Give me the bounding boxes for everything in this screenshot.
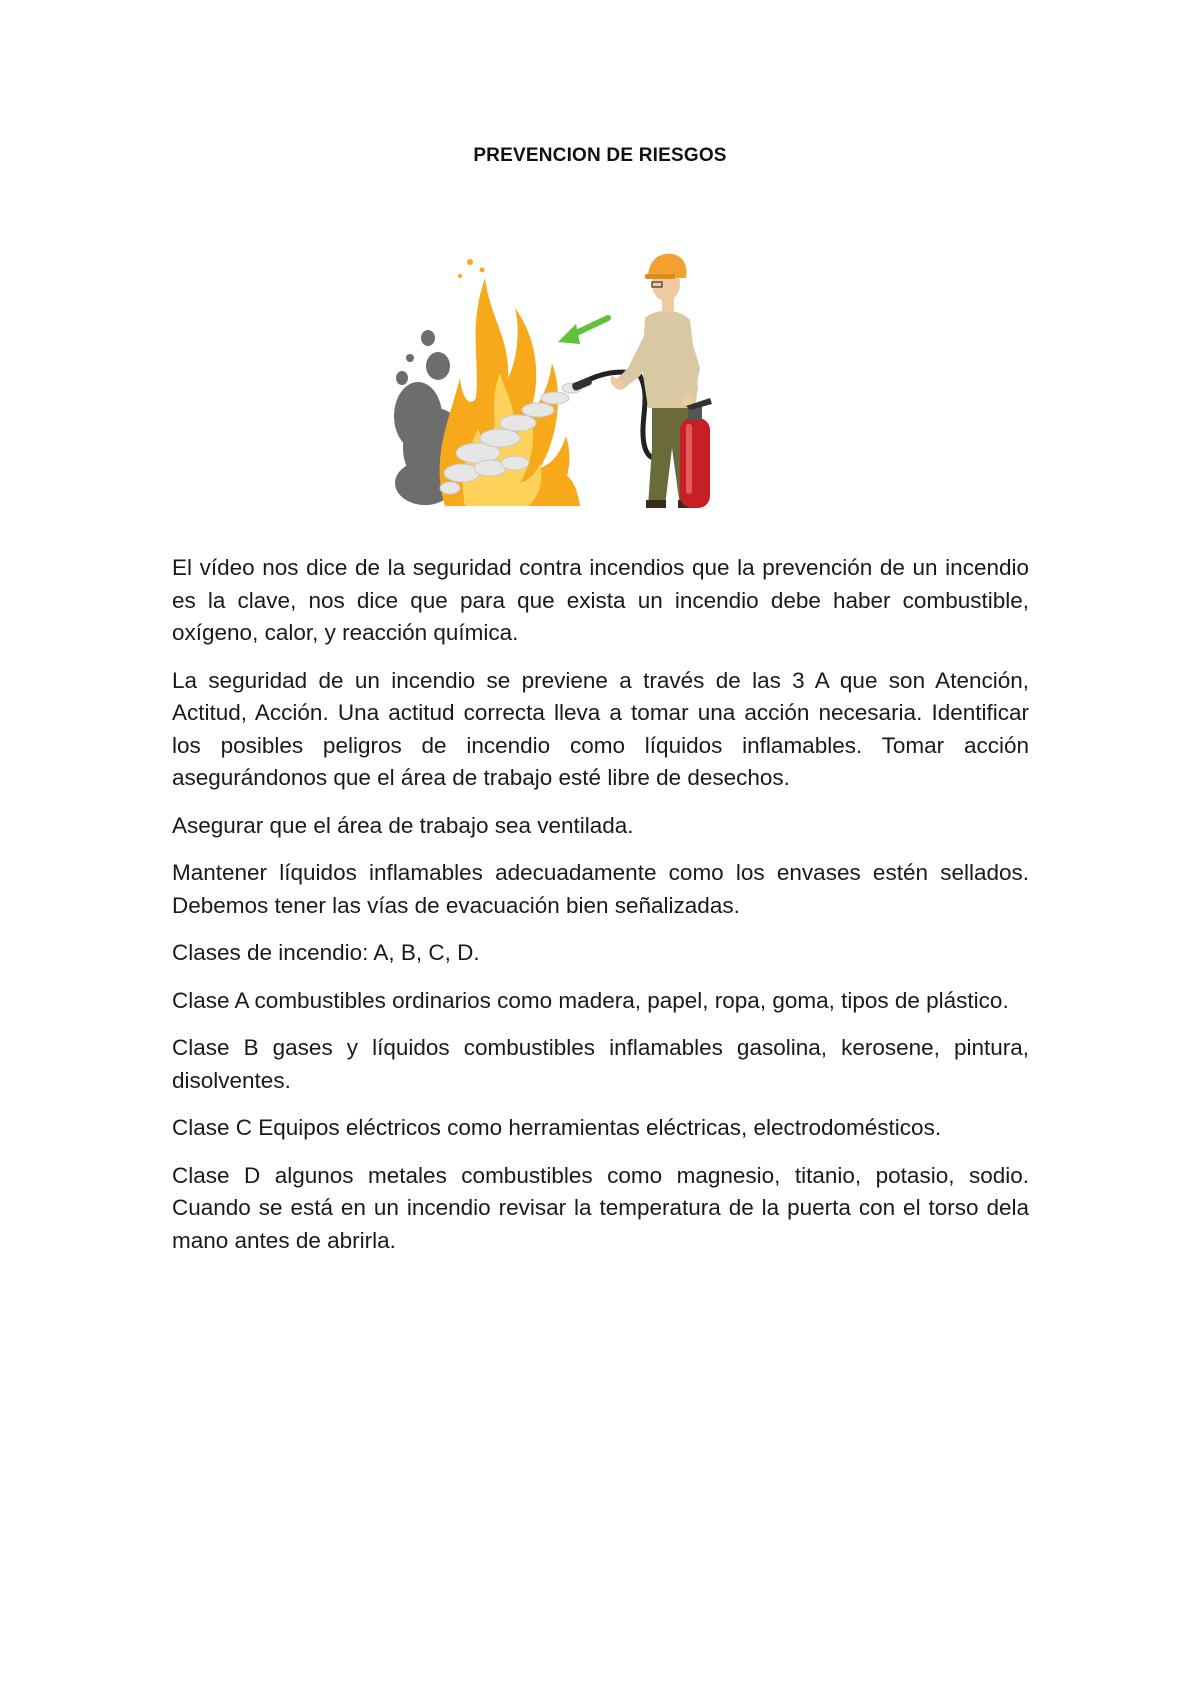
- paragraph: El vídeo nos dice de la seguridad contra incendios que la prevención de un incendio es la clave, nos dice que para que exista un incendio debe haber combustible, oxígeno, calor, y reacción química.: [172, 555, 1029, 645]
- firefighter-extinguisher-icon: [390, 248, 740, 508]
- document-body: [172, 552, 1029, 1272]
- illustration: [390, 248, 740, 508]
- direction-arrow: [558, 318, 608, 344]
- paragraph: Clase D algunos metales combustibles como magnesio, titanio, potasio, sodio. Cuando se está en un incendio revisar la temperatura de la puerta con el torso dela mano antes de abrirla.: [172, 1162, 1029, 1253]
- paragraph: Asegurar que el área de trabajo sea ventilada.: [172, 812, 634, 838]
- paragraph: Clase C Equipos eléctricos como herramientas eléctricas, electrodomésticos.: [172, 1115, 942, 1140]
- paragraph: La seguridad de un incendio se previene a través de las 3 A que son Atención, Actitud, Acción. Una actitud correcta lleva a tomar una acción necesaria. Identificar los posibles peligros de incendio como líquidos inflamables. Tomar acción asegurándonos que el área de trabajo esté libre de desechos.: [172, 667, 1029, 790]
- paragraph: Mantener líquidos inflamables adecuadamente como los envases estén sellados. Debemos tener las vías de evacuación bien señalizadas.: [172, 860, 1029, 918]
- paragraph: Clases de incendio: A, B, C, D.: [172, 940, 480, 965]
- document-title: PREVENCION DE RIESGOS: [473, 145, 727, 166]
- paragraph: Clase A combustibles ordinarios como madera, papel, ropa, goma, tipos de plástico.: [172, 987, 1009, 1013]
- paragraph: Clase B gases y líquidos combustibles inflamables gasolina, kerosene, pintura, disolventes.: [172, 1035, 1029, 1093]
